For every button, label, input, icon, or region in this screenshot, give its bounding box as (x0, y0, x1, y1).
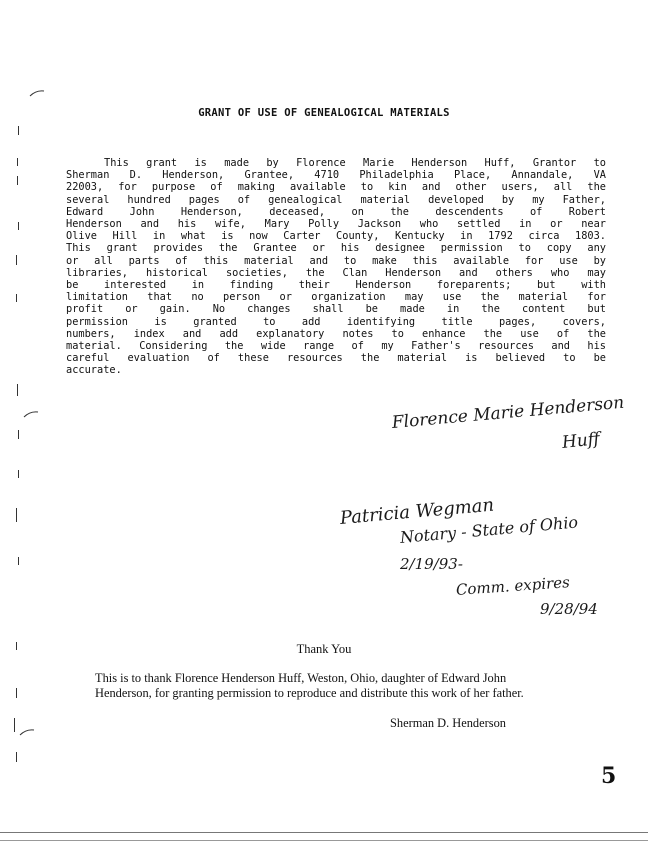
notary-title: Notary - State of Ohio (399, 512, 579, 547)
grant-line: permission is granted to add identifying title pages, covers, (66, 315, 606, 328)
grant-line: several hundred pages of genealogical material developed by my Father, (66, 193, 606, 206)
grant-line: This grant is made by Florence Marie Henderson Huff, Grantor to (104, 157, 606, 169)
grant-line: or all parts of this material and to make this available for use by (66, 254, 606, 267)
grant-line: Edward John Henderson, deceased, on the descendents of Robert (66, 205, 606, 218)
grant-line: profit or gain. No changes shall be made in the content but (66, 303, 606, 316)
grant-line: careful evaluation of these resources the material is believed to be (66, 352, 606, 365)
scan-mark (30, 91, 44, 96)
commission-date: 9/28/94 (540, 600, 598, 618)
notary-date: 2/19/93- (400, 555, 463, 573)
document-title: GRANT OF USE OF GENEALOGICAL MATERIALS (198, 107, 450, 119)
signer-name: Sherman D. Henderson (390, 716, 506, 730)
grantor-signature-line2: Huff (561, 429, 601, 453)
grant-line: This grant provides the Grantee or his designee permission to copy any (66, 242, 606, 255)
grant-line: Olive Hill in what is now Carter County, Kentucky in 1792 circa 1803. (66, 230, 606, 243)
grant-line: Sherman D. Henderson, Grantee, 4710 Philadelphia Place, Annandale, VA (66, 169, 606, 182)
grantor-signature-line1: Florence Marie Henderson (391, 392, 625, 433)
grant-line: accurate. (66, 364, 122, 377)
scan-border-line (0, 840, 648, 841)
thank-you-body: This is to thank Florence Henderson Huff, Weston, Ohio, daughter of Edward John Henderson, for granting permission to reproduce and distribute this work of her father. (95, 671, 524, 700)
grant-line: material. Considering the wide range of my Father's resources and his (66, 340, 606, 353)
grant-line: Henderson and his wife, Mary Polly Jackson who settled in or near (66, 218, 606, 231)
scan-border-line (0, 832, 648, 833)
page-number: 5 (601, 763, 617, 789)
grant-line: 22003, for purpose of making available to kin and other users, all the (66, 181, 606, 194)
grant-line: numbers, index and add explanatory notes to enhance the use of the (66, 327, 606, 340)
grant-line: be interested in finding their Henderson foreparents; but with (66, 279, 606, 292)
scan-mark (24, 412, 38, 417)
notary-name: Patricia Wegman (339, 494, 495, 529)
grant-line: libraries, historical societies, the Clan Henderson and others who may (66, 266, 606, 279)
scan-mark (20, 730, 34, 735)
thank-you-title: Thank You (296, 642, 352, 656)
commission-label: Comm. expires (455, 573, 571, 599)
grant-line: limitation that no person or organization may use the material for (66, 291, 606, 304)
